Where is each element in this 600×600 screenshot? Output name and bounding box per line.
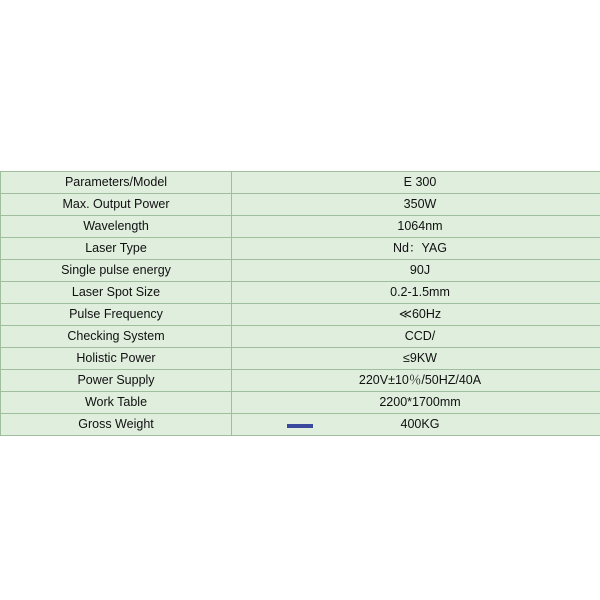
parameter-cell: Laser Type	[1, 238, 232, 260]
value-cell: Nd：YAG	[232, 238, 600, 260]
table-row	[1, 326, 600, 348]
parameter-cell: Parameters/Model	[1, 172, 232, 194]
value-cell: 2200*1700mm	[232, 392, 600, 414]
table-row	[1, 392, 600, 414]
value-cell: CCD/	[232, 326, 600, 348]
parameter-cell: Gross Weight	[1, 414, 232, 436]
value-cell: 0.2-1.5mm	[232, 282, 600, 304]
value-cell: 220V±10％/50HZ/40A	[232, 370, 600, 392]
parameter-cell: Checking System	[1, 326, 232, 348]
value-cell: ≪60Hz	[232, 304, 600, 326]
table-row	[1, 304, 600, 326]
specification-table	[0, 171, 600, 436]
specification-table-container	[0, 171, 600, 436]
value-cell: 90J	[232, 260, 600, 282]
parameter-cell: Holistic Power	[1, 348, 232, 370]
value-cell: E 300	[232, 172, 600, 194]
table-row	[1, 370, 600, 392]
table-row	[1, 348, 600, 370]
accent-bar	[287, 424, 313, 428]
parameter-cell: Pulse Frequency	[1, 304, 232, 326]
parameter-cell: Wavelength	[1, 216, 232, 238]
value-cell: 400KG	[232, 414, 600, 436]
parameter-cell: Work Table	[1, 392, 232, 414]
table-row	[1, 238, 600, 260]
value-cell: ≤9KW	[232, 348, 600, 370]
table-row	[1, 216, 600, 238]
parameter-cell: Max. Output Power	[1, 194, 232, 216]
value-cell: 350W	[232, 194, 600, 216]
table-row	[1, 260, 600, 282]
value-cell: 1064nm	[232, 216, 600, 238]
table-row	[1, 282, 600, 304]
table-row	[1, 172, 600, 194]
parameter-cell: Power Supply	[1, 370, 232, 392]
parameter-cell: Laser Spot Size	[1, 282, 232, 304]
parameter-cell: Single pulse energy	[1, 260, 232, 282]
table-row	[1, 194, 600, 216]
specification-table-body	[1, 172, 600, 436]
